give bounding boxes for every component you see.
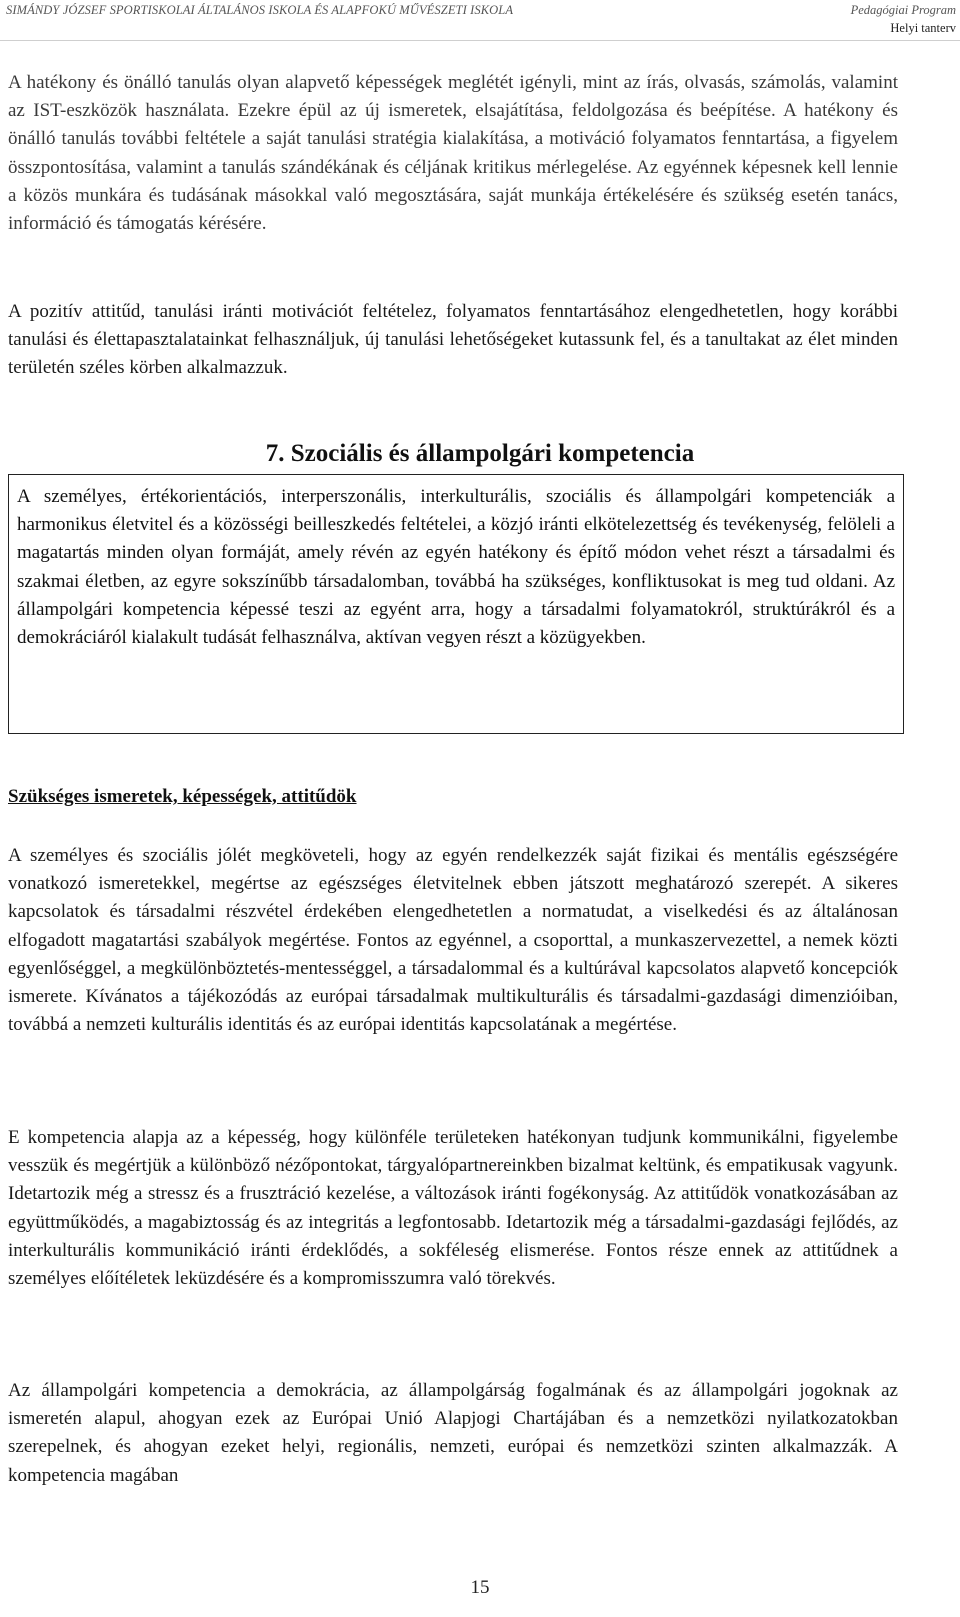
page-number: 15 bbox=[470, 1577, 490, 1598]
definition-text: A személyes, értékorientációs, interperszonális, interkulturális, szociális és állampolgári kompetenciák a harmonikus életvitel és a közösségi beilleszkedés feltételei, a közjó iránti elkötelezettség és tevékenység, felöleli a magatartás minden olyan formáját, amely révén az egyén hatékony és építő módon vehet részt a társadalmi és szakmai életben, az egyre sokszínűbb társadalomban, továbbá ha szükséges, konfliktusokat is meg tud oldani. Az állampolgári kompetencia képessé teszi az egyént arra, hogy a társadalmi folyamatokról, struktúrákról és a demokráciáról kialakult tudását felhasználva, aktívan vegyen részt a közügyekben. bbox=[17, 486, 895, 649]
paragraph-personal-wellbeing: A személyes és szociális jólét megköveteli, hogy az egyén rendelkezzék saját fizikai és mentális egészségére vonatkozó ismeretekkel, megértse az egészséges életvitelnek ebben játszott meghatározó szerepét. A sikeres kapcsolatok és társadalmi részvétel érdekében elengedhetetlen a normatudat, a viselkedési és az általánosan elfogadott magatartási szabályok megértése. Fontos az egyénnel, a csoporttal, a munkaszervezettel, a nemek közti egyenlőséggel, a megkülönböztetés-mentességgel, a társadalommal és a kultúrával kapcsolatos alapvető koncepciók ismerete. Kívánatos a tájékozódás az európai társadalmak multikulturális és társadalmi-gazdasági dimenzióiban, továbbá a nemzeti kulturális identitás és az európai identitás kapcsolatának a megértése. bbox=[8, 845, 898, 1036]
header-program-title: Pedagógiai Program bbox=[850, 3, 956, 17]
paragraph-positive-attitude: A pozitív attitűd, tanulási iránti motivációt feltételez, folyamatos fenntartásához elengedhetetlen, hogy korábbi tanulási és élettapasztalatainkat felhasználjuk, új tanulási lehetőségeket kutassunk fel, és a tanultakat az élet minden területén széles körben alkalmazzuk. bbox=[8, 301, 898, 379]
paragraph-civic-competence: Az állampolgári kompetencia a demokrácia, az állampolgárság fogalmának és az állampolgári jogoknak az ismeretén alapul, ahogyan ezek az Európai Unió Alapjogi Chartájában és a nemzetközi nyilatkozatokban szerepelnek, és ahogyan ezeket helyi, regionális, nemzeti, európai és nemzetközi szinten alkalmazzák. A kompetencia magában bbox=[8, 1380, 898, 1486]
definition-box bbox=[8, 474, 904, 734]
header-school-name: SIMÁNDY JÓZSEF SPORTISKOLAI ÁLTALÁNOS ISKOLA ÉS ALAPFOKÚ MŰVÉSZETI ISKOLA bbox=[6, 3, 514, 17]
subsection-heading: Szükséges ismeretek, képességek, attitűdök bbox=[8, 786, 357, 807]
paragraph-learning-conditions: A hatékony és önálló tanulás olyan alapvető képességek meglétét igényli, mint az írás, olvasás, számolás, valamint az IST-eszközök használata. Ezekre épül az új ismeretek, elsajátítása, feldolgozása és beépítése. A hatékony és önálló tanulás további feltétele a saját tanulási stratégia kialakítása, a motiváció folyamatos fenntartása, a figyelem összpontosítása, valamint a tanulás szándékának és céljának kritikus mérlegelése. Az egyénnek képesnek kell lennie a közös munkára és tudásának másokkal való megosztására, saját munkája értékelésére és szükség esetén tanács, információ és támogatás kérésére. bbox=[8, 72, 898, 235]
header-subtitle: Helyi tanterv bbox=[890, 21, 956, 35]
page-header bbox=[0, 0, 960, 40]
header-divider bbox=[0, 40, 960, 41]
section-heading: 7. Szociális és állampolgári kompetencia bbox=[265, 440, 695, 467]
paragraph-communication-skills: E kompetencia alapja az a képesség, hogy különféle területeken hatékonyan tudjunk kommunikálni, figyelembe vesszük és megértjük a különböző nézőpontokat, tárgyalópartnereinkben bizalmat keltünk, és empatikusak vagyunk. Idetartozik még a stressz és a frusztráció kezelése, a változások iránti fogékonyság. Az attitűdök vonatkozásában az együttműködés, a magabiztosság és az integritás a legfontosabb. Idetartozik még a társadalmi-gazdasági fejlődés, az interkulturális kommunikáció iránti érdeklődés, a sokféleség elismerése. Fontos része ennek az attitűdnek a személyes előítéletek leküzdésére és a kompromisszumra való törekvés. bbox=[8, 1127, 898, 1290]
